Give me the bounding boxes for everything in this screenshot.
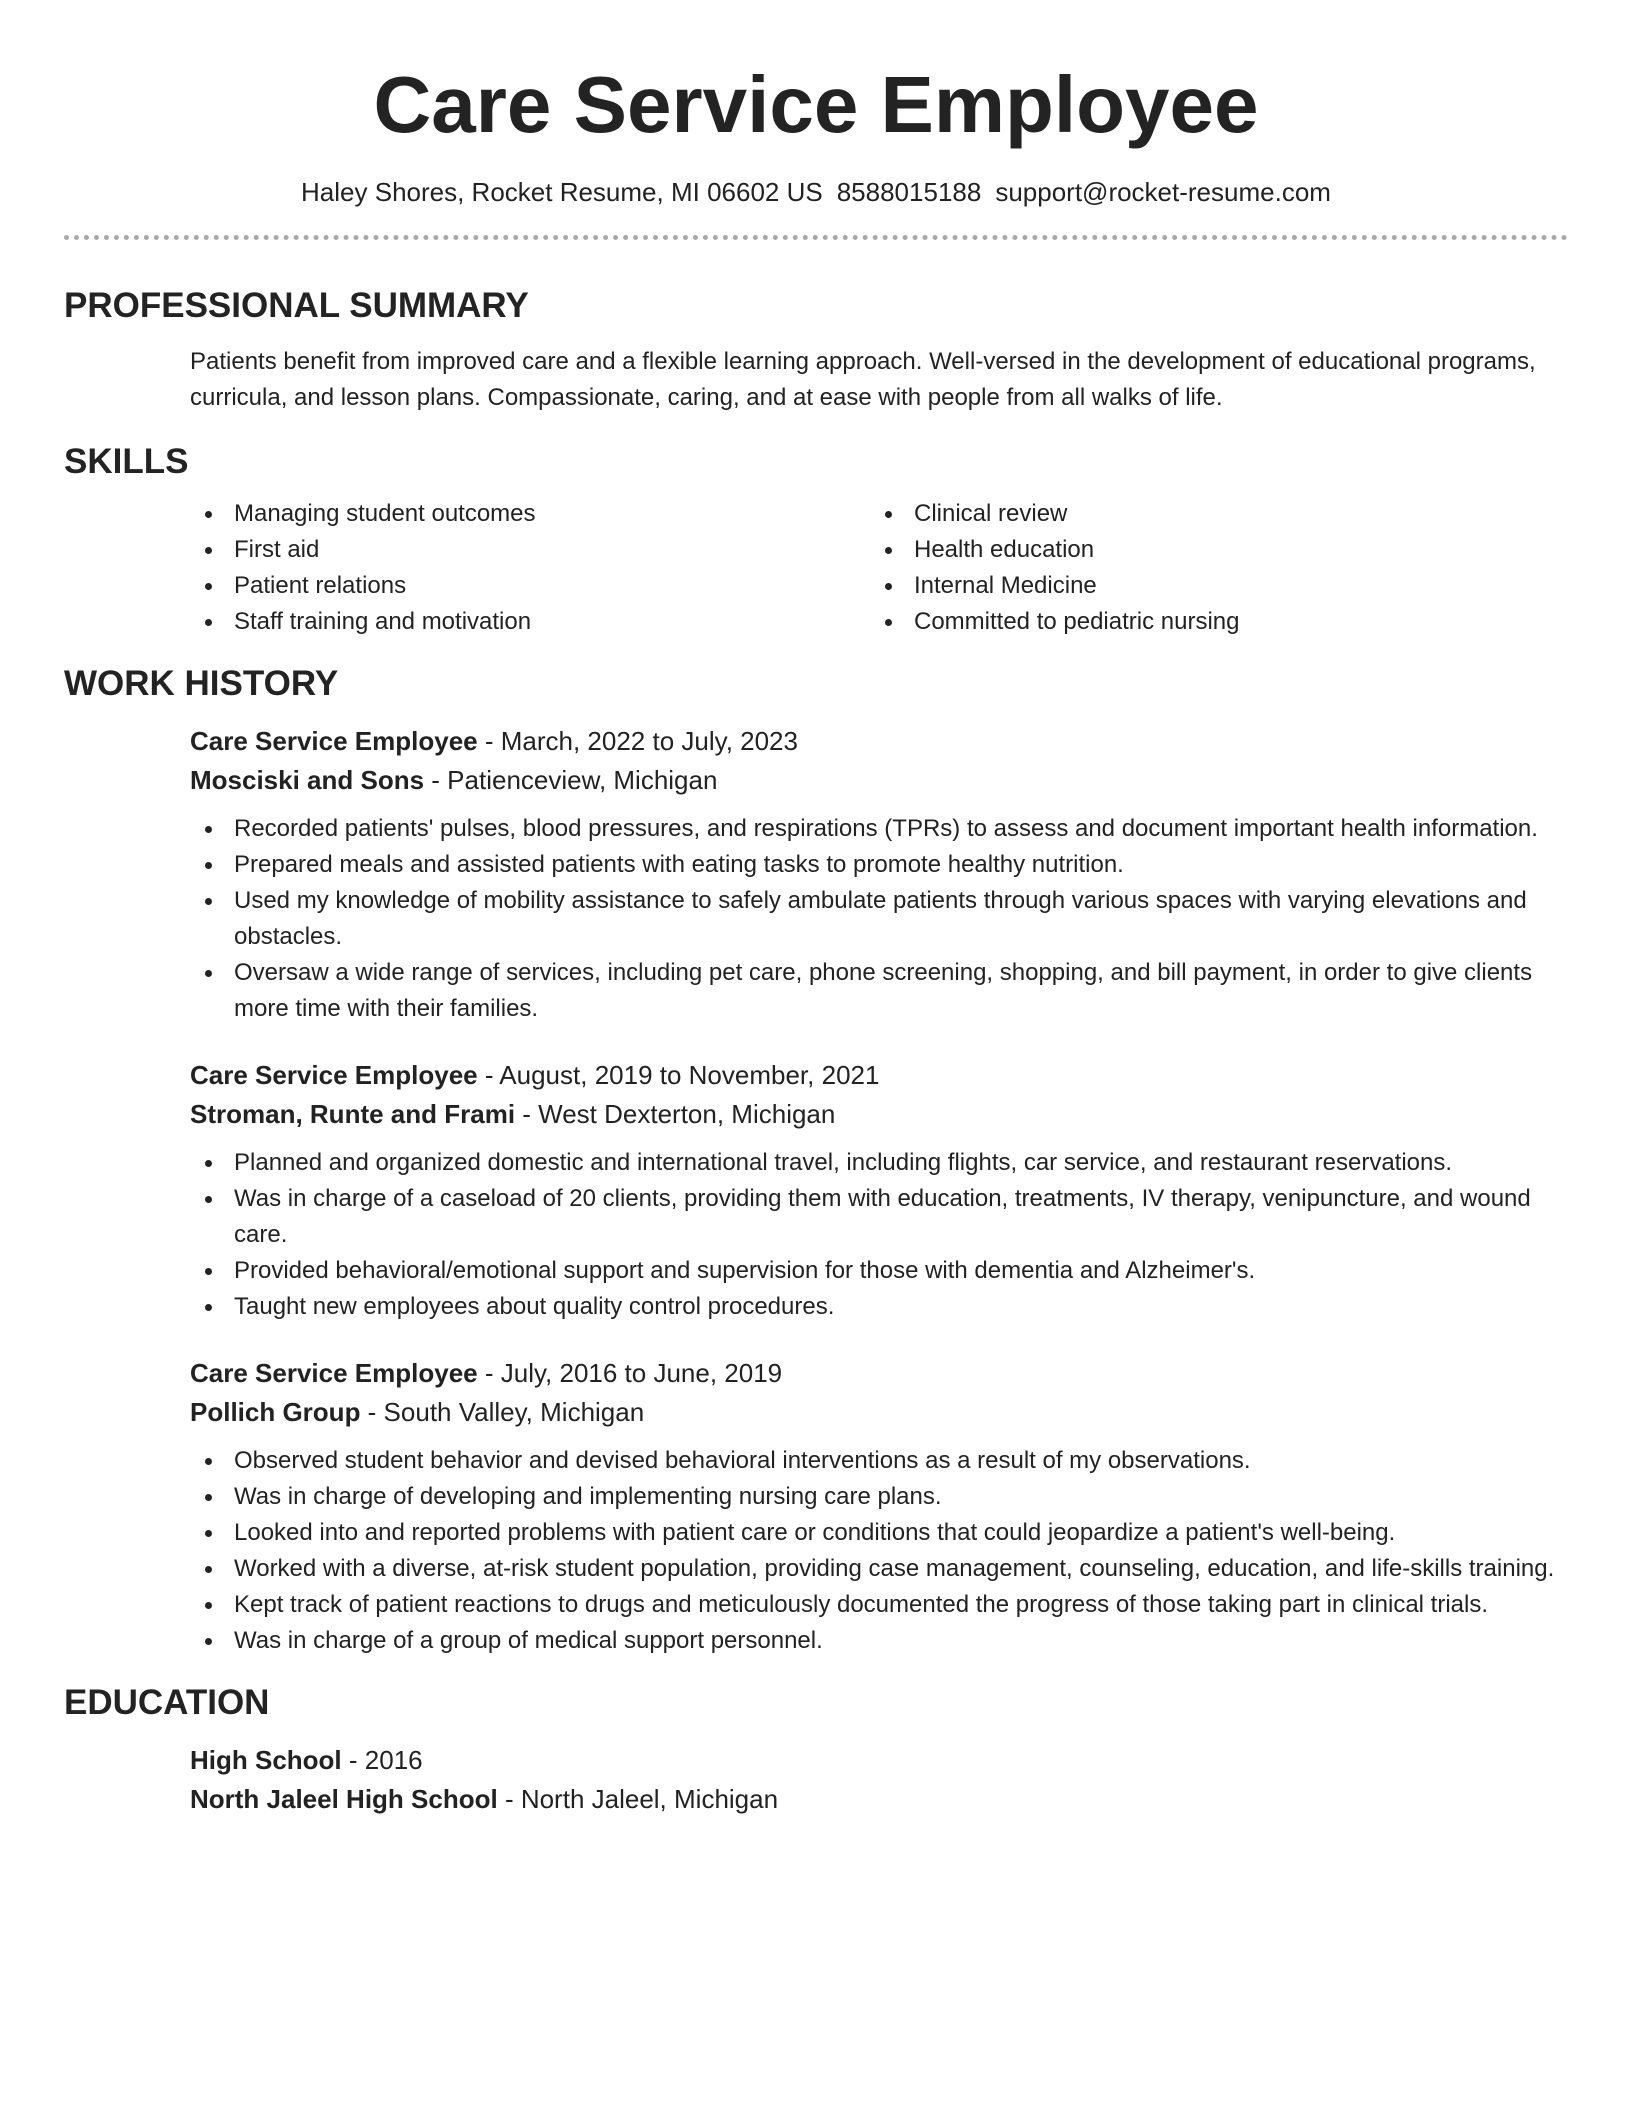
- education-degree: High School: [190, 1745, 342, 1775]
- job-bullet: Observed student behavior and devised behavioral interventions as a result of my observations.: [190, 1443, 1568, 1479]
- job-bullets: [190, 1443, 1568, 1659]
- job-bullet: Worked with a diverse, at-risk student population, providing case management, counseling, education, and life-skills training.: [190, 1551, 1568, 1587]
- header-divider: [64, 235, 1568, 240]
- job-title-line: [190, 1354, 1568, 1393]
- job-bullet: Oversaw a wide range of services, including pet care, phone screening, shopping, and bill payment, in order to give clients more time with their families.: [190, 955, 1568, 1027]
- job-company-line: [190, 761, 1568, 800]
- skill-item: Internal Medicine: [870, 568, 1550, 604]
- job-company-line: [190, 1393, 1568, 1432]
- job-bullet: Was in charge of developing and implementing nursing care plans.: [190, 1479, 1568, 1515]
- job-company: Stroman, Runte and Frami: [190, 1099, 516, 1129]
- skill-item: Patient relations: [190, 568, 870, 604]
- contact-phone: 8588015188: [836, 177, 982, 207]
- job-bullet: Taught new employees about quality control procedures.: [190, 1289, 1568, 1325]
- job-dates: - August, 2019 to November, 2021: [477, 1060, 880, 1090]
- summary-title: PROFESSIONAL SUMMARY: [64, 286, 529, 325]
- skills-list: [190, 496, 1568, 640]
- job-dates: - July, 2016 to June, 2019: [477, 1358, 783, 1388]
- job-company-line: [190, 1095, 1568, 1134]
- job-bullet: Was in charge of a group of medical support personnel.: [190, 1623, 1568, 1659]
- job-company: Mosciski and Sons: [190, 765, 425, 795]
- job-bullet: Planned and organized domestic and international travel, including flights, car service, and restaurant reservations.: [190, 1145, 1568, 1181]
- job-position: Care Service Employee: [190, 1358, 478, 1388]
- job-bullets: [190, 1145, 1568, 1325]
- skill-item: Managing student outcomes: [190, 496, 870, 532]
- education-year: - 2016: [341, 1745, 423, 1775]
- education-degree-line: [190, 1741, 1568, 1780]
- skill-item: Staff training and motivation: [190, 604, 870, 640]
- job-bullet: Was in charge of a caseload of 20 clients, providing them with education, treatments, IV therapy, venipuncture, and wound care.: [190, 1181, 1568, 1253]
- skills-title: SKILLS: [64, 442, 189, 481]
- job-bullet: Looked into and reported problems with patient care or conditions that could jeopardize a patient's well-being.: [190, 1515, 1568, 1551]
- job-location: - West Dexterton, Michigan: [515, 1099, 836, 1129]
- job-location: - Patienceview, Michigan: [424, 765, 718, 795]
- job-entry: [190, 1354, 1568, 1659]
- job-position: Care Service Employee: [190, 1060, 478, 1090]
- job-entry: [190, 722, 1568, 1027]
- job-location: - South Valley, Michigan: [360, 1397, 645, 1427]
- contact-line: [64, 175, 1568, 209]
- contact-address: Haley Shores, Rocket Resume, MI 06602 US: [301, 177, 823, 207]
- summary-text: Patients benefit from improved care and a flexible learning approach. Well-versed in the development of educational programs, curricula, and lesson plans. Compassionate, caring, and at ease with people from all walks of life.: [190, 348, 1536, 411]
- education-school: North Jaleel High School: [190, 1784, 498, 1814]
- job-bullet: Provided behavioral/emotional support and supervision for those with dementia and Alzheimer's.: [190, 1253, 1568, 1289]
- education-location: - North Jaleel, Michigan: [497, 1784, 779, 1814]
- job-title-line: [190, 1056, 1568, 1095]
- job-entry: [190, 1056, 1568, 1325]
- job-company: Pollich Group: [190, 1397, 361, 1427]
- job-bullet: Prepared meals and assisted patients with eating tasks to promote healthy nutrition.: [190, 847, 1568, 883]
- education-entry: [190, 1741, 1568, 1819]
- education-school-line: [190, 1780, 1568, 1819]
- job-bullet: Recorded patients' pulses, blood pressures, and respirations (TPRs) to assess and document important health information.: [190, 811, 1568, 847]
- work-history-title: WORK HISTORY: [64, 664, 339, 703]
- resume-name: Care Service Employee: [373, 60, 1259, 149]
- contact-email: support@rocket-resume.com: [995, 177, 1331, 207]
- skills-column-right: [870, 496, 1550, 640]
- skill-item: Clinical review: [870, 496, 1550, 532]
- job-position: Care Service Employee: [190, 726, 478, 756]
- job-bullet: Used my knowledge of mobility assistance to safely ambulate patients through various spaces with varying elevations and obstacles.: [190, 883, 1568, 955]
- job-dates: - March, 2022 to July, 2023: [477, 726, 798, 756]
- skill-item: First aid: [190, 532, 870, 568]
- job-bullets: [190, 811, 1568, 1027]
- skills-column-left: [190, 496, 870, 640]
- skill-item: Committed to pediatric nursing: [870, 604, 1550, 640]
- education-title: EDUCATION: [64, 1683, 270, 1722]
- job-bullet: Kept track of patient reactions to drugs and meticulously documented the progress of those taking part in clinical trials.: [190, 1587, 1568, 1623]
- job-title-line: [190, 722, 1568, 761]
- skill-item: Health education: [870, 532, 1550, 568]
